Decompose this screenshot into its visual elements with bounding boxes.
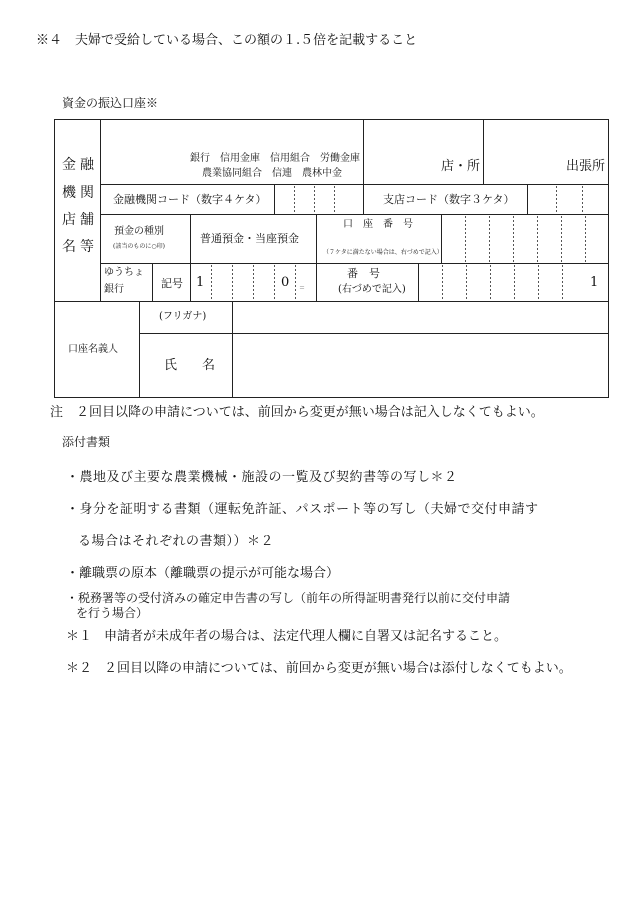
footnote-1-mark: ＊１ bbox=[66, 629, 93, 644]
furigana-input[interactable] bbox=[233, 302, 608, 333]
institution-label-1: 金融 bbox=[62, 157, 98, 173]
number-label: 番 号 bbox=[347, 267, 380, 280]
account-number-label: 口 座 番 号 bbox=[343, 219, 413, 230]
institution-label-3: 店舗 bbox=[62, 212, 98, 228]
name-input[interactable] bbox=[233, 334, 608, 397]
attachment-item-2-line2: る場合はそれぞれの書類））＊２ bbox=[78, 534, 275, 549]
institution-label-4: 名等 bbox=[62, 239, 98, 255]
number-note: (右づめで記入) bbox=[338, 284, 406, 295]
deposit-types: 普通預金・当座預金 bbox=[200, 232, 299, 245]
bank-types-line2: 農業協同組合 信連 農林中金 bbox=[202, 168, 342, 179]
yucho-label-line2: 銀行 bbox=[104, 284, 124, 295]
branch-code-label: 支店コード（数字３ケタ） bbox=[383, 193, 515, 206]
branch-type-label: 店・所 bbox=[441, 159, 481, 174]
institution-label-2: 機関 bbox=[62, 185, 98, 201]
attachment-item-1: ・農地及び主要な農業機械・施設の一覧及び契約書等の写し＊２ bbox=[66, 470, 458, 485]
name-label: 氏 名 bbox=[164, 358, 222, 373]
symbol-zero-digit: 0 bbox=[281, 275, 290, 290]
footnote-2-text: ２回目以降の申請については、前回から変更が無い場合は添付しなくてもよい。 bbox=[104, 661, 572, 676]
attachment-item-3: ・離職票の原本（離職票の提示が可能な場合） bbox=[66, 566, 340, 581]
deposit-type-label: 預金の種別 bbox=[114, 226, 164, 237]
note-after-table: 注 ２回目以降の申請については、前回から変更が無い場合は記入しなくてもよい。 bbox=[50, 405, 544, 420]
yucho-label-line1: ゆうちょ bbox=[104, 267, 144, 278]
attachment-item-4-line1: ・税務署等の受付済みの確定申告書の写し（前年の所得証明書発行以前に交付申請 bbox=[66, 591, 511, 605]
bank-code-label: 金融機関コード（数字４ケタ） bbox=[113, 193, 267, 206]
branch-office-label: 出張所 bbox=[566, 159, 606, 174]
symbol-suffix: ＝ bbox=[299, 285, 306, 292]
account-holder-label: 口座名義人 bbox=[68, 344, 118, 355]
bank-types-line1: 銀行 信用金庫 信用組合 労働金庫 bbox=[190, 153, 360, 164]
furigana-label: (フリガナ) bbox=[159, 311, 207, 322]
account-number-note: （７ケタに満たない場合は、右づめで記入） bbox=[323, 249, 443, 256]
attachment-item-4-line2: を行う場合） bbox=[76, 606, 149, 620]
deposit-type-note: (該当のものに○印) bbox=[113, 243, 165, 250]
note-4: ※４ 夫婦で受給している場合、この額の１.５倍を記載すること bbox=[36, 33, 418, 48]
footnote-1-text: 申請者が未成年者の場合は、法定代理人欄に自署又は記名すること。 bbox=[104, 629, 508, 644]
symbol-label: 記号 bbox=[161, 277, 183, 290]
attachments-title: 添付書類 bbox=[62, 435, 111, 449]
number-last-digit: 1 bbox=[590, 275, 599, 290]
symbol-first-digit: 1 bbox=[196, 275, 205, 290]
attachment-item-2-line1: ・身分を証明する書類（運転免許証、パスポート等の写し（夫婦で交付申請す bbox=[66, 502, 539, 517]
footnote-2-mark: ＊２ bbox=[66, 661, 93, 676]
account-section-title: 資金の振込口座※ bbox=[62, 96, 159, 110]
